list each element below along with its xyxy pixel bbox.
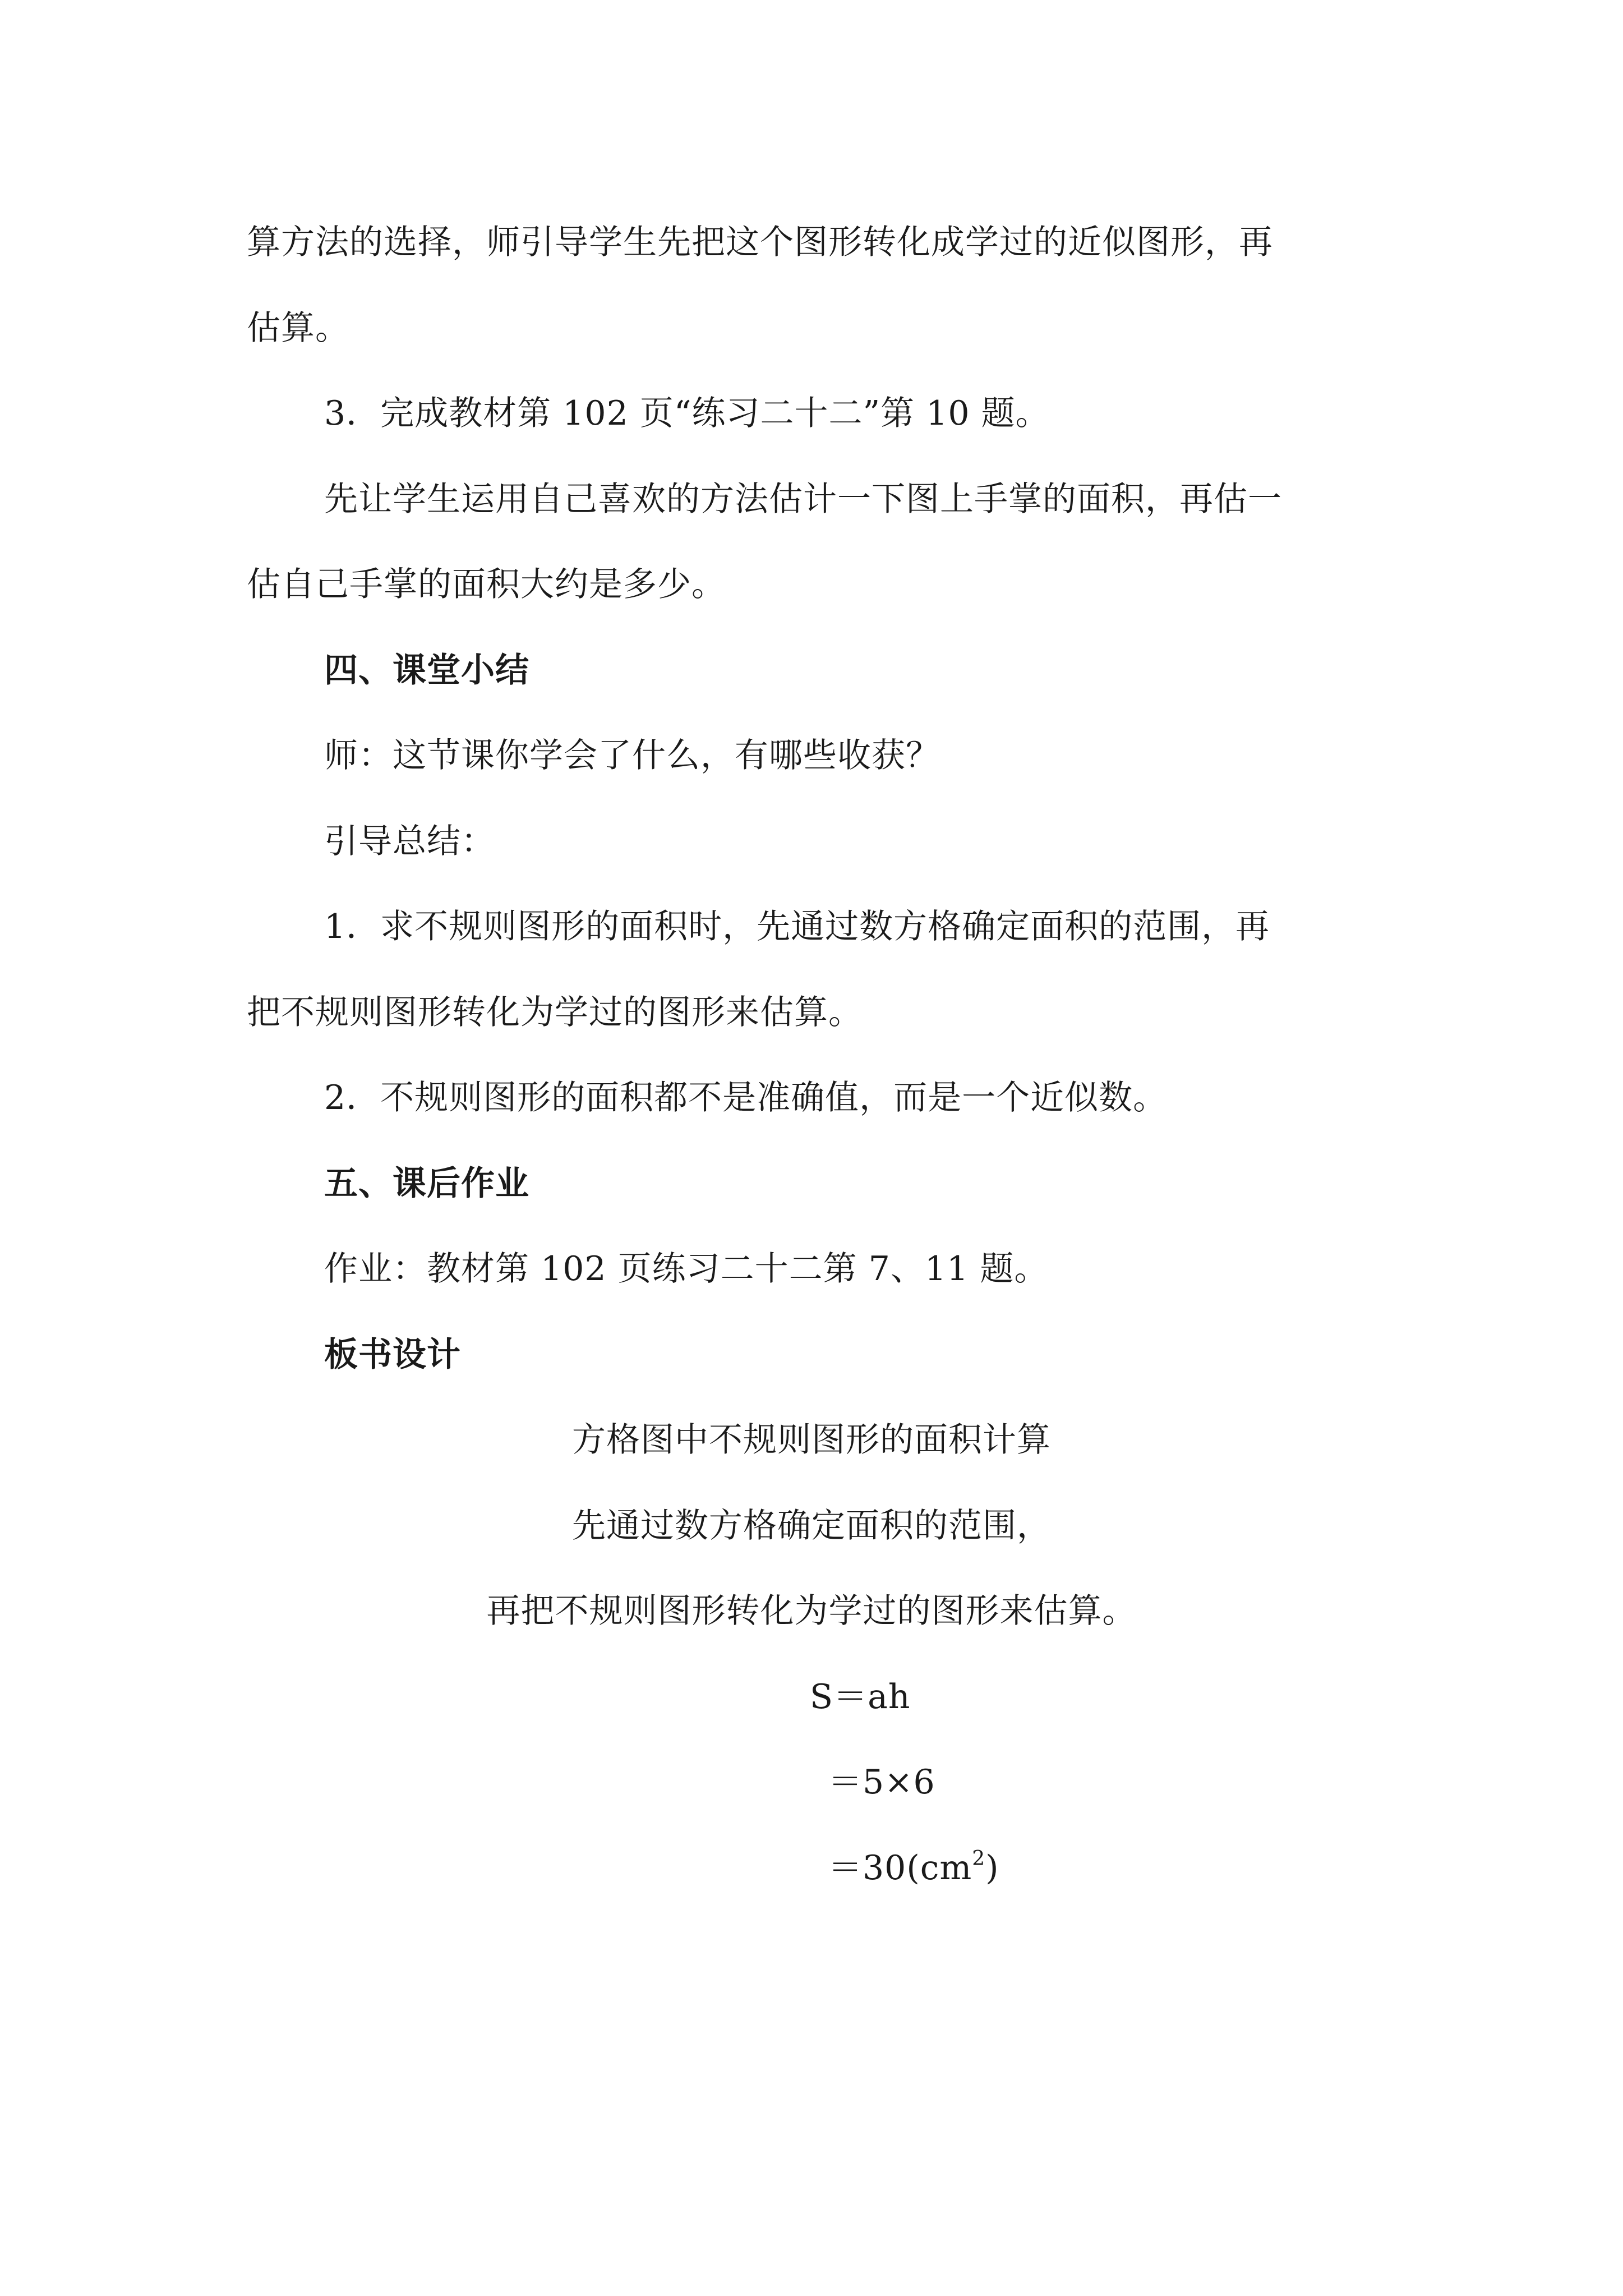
section-heading-summary: 四、课堂小结 xyxy=(324,651,529,690)
teacher-question: 师：这节课你学会了什么，有哪些收获？ xyxy=(324,736,940,775)
summary-intro: 引导总结： xyxy=(324,822,495,861)
homework-text: 作业：教材第 102 页练习二十二第 7、11 题。 xyxy=(324,1249,1049,1289)
paragraph-line: 估算。 xyxy=(247,309,349,348)
formula-line-1: S＝ah xyxy=(810,1677,911,1717)
paragraph-line: 算方法的选择，师引导学生先把这个图形转化成学过的近似图形，再 xyxy=(247,223,1273,262)
board-line-1: 先通过数方格确定面积的范围， xyxy=(572,1506,1051,1545)
summary-point-2: 2．不规则图形的面积都不是准确值，而是一个近似数。 xyxy=(324,1078,1168,1117)
summary-point-1: 1．求不规则图形的面积时，先通过数方格确定面积的范围，再 xyxy=(324,907,1270,946)
formula-result: ＝30(cm xyxy=(828,1848,972,1888)
summary-point-1-cont: 把不规则图形转化为学过的图形来估算。 xyxy=(247,993,863,1032)
section-heading-homework: 五、课后作业 xyxy=(324,1164,529,1203)
superscript-exponent: 2 xyxy=(972,1847,986,1870)
formula-line-2: ＝5×6 xyxy=(828,1763,935,1802)
board-design-heading: 板书设计 xyxy=(324,1335,461,1374)
exercise-item-3: 3．完成教材第 102 页“练习二十二”第 10 题。 xyxy=(324,394,1050,433)
board-title: 方格图中不规则图形的面积计算 xyxy=(572,1420,1051,1460)
paragraph-line: 先让学生运用自己喜欢的方法估计一下图上手掌的面积，再估一 xyxy=(324,480,1282,519)
board-line-2: 再把不规则图形转化为学过的图形来估算。 xyxy=(486,1591,1137,1631)
formula-line-3 xyxy=(828,1846,999,1890)
paragraph-line: 估自己手掌的面积大约是多少。 xyxy=(247,565,726,604)
formula-close-paren: ) xyxy=(985,1848,999,1888)
